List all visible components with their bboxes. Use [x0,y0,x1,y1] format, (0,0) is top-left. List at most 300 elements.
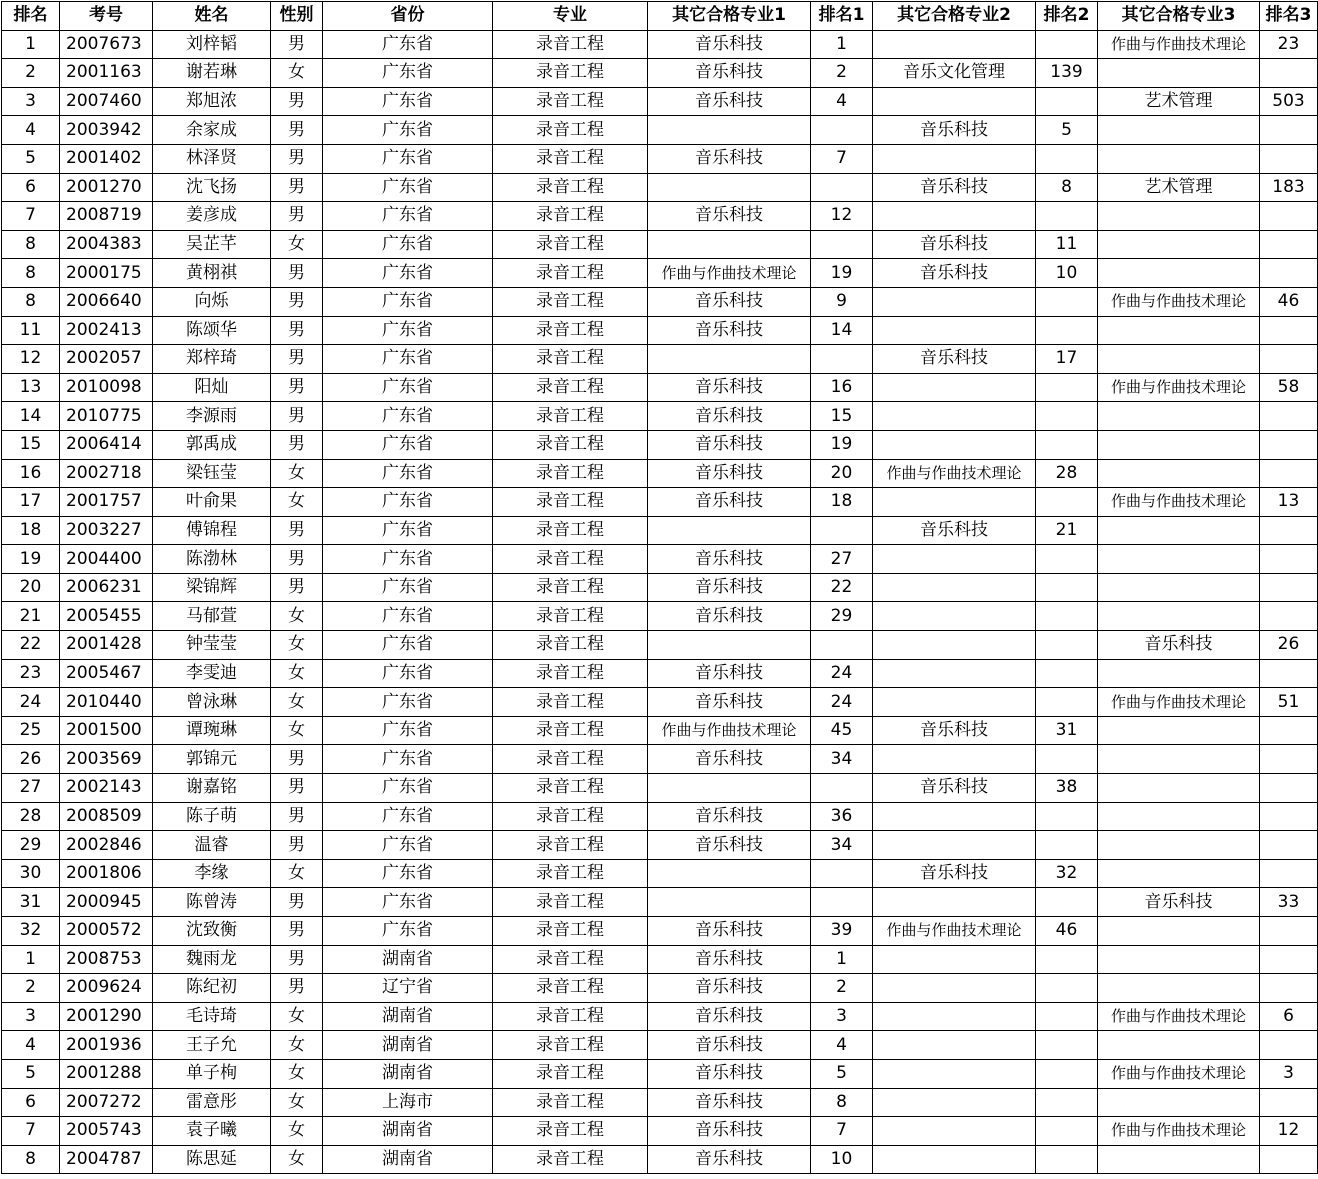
cell-alt-major-3: 艺术管理 [1098,173,1260,202]
cell-rank-1: 10 [811,1145,873,1174]
cell-rank: 6 [2,1088,60,1117]
cell-major: 录音工程 [493,1059,648,1088]
cell-gender: 女 [271,1145,323,1174]
cell-alt-major-1: 音乐科技 [648,573,811,602]
cell-rank-3 [1260,516,1318,545]
column-header-alt-major-2: 其它合格专业2 [873,2,1036,31]
cell-name: 姜彦成 [153,202,271,231]
cell-rank: 22 [2,631,60,660]
cell-rank-3: 46 [1260,287,1318,316]
cell-alt-major-3: 作曲与作曲技术理论 [1098,488,1260,517]
cell-rank-2 [1036,802,1098,831]
cell-rank-1 [811,516,873,545]
cell-province: 广东省 [323,859,493,888]
cell-alt-major-2 [873,974,1036,1003]
cell-exam-no: 2002413 [60,316,153,345]
cell-alt-major-3 [1098,602,1260,631]
cell-rank: 18 [2,516,60,545]
cell-rank: 6 [2,173,60,202]
cell-rank: 13 [2,373,60,402]
cell-exam-no: 2003942 [60,116,153,145]
cell-province: 湖南省 [323,1059,493,1088]
cell-alt-major-1: 音乐科技 [648,316,811,345]
cell-alt-major-3 [1098,945,1260,974]
cell-rank: 2 [2,974,60,1003]
cell-rank-1 [811,173,873,202]
cell-name: 梁锦辉 [153,573,271,602]
cell-major: 录音工程 [493,688,648,717]
cell-alt-major-3 [1098,859,1260,888]
cell-alt-major-3: 作曲与作曲技术理论 [1098,1117,1260,1146]
cell-gender: 男 [271,373,323,402]
cell-alt-major-1: 音乐科技 [648,1117,811,1146]
cell-gender: 女 [271,1059,323,1088]
cell-rank: 28 [2,802,60,831]
cell-province: 广东省 [323,631,493,660]
cell-major: 录音工程 [493,573,648,602]
cell-alt-major-2 [873,144,1036,173]
cell-exam-no: 2001806 [60,859,153,888]
cell-alt-major-2: 音乐文化管理 [873,59,1036,88]
cell-rank-3 [1260,259,1318,288]
cell-name: 袁子曦 [153,1117,271,1146]
cell-alt-major-3 [1098,516,1260,545]
cell-major: 录音工程 [493,1088,648,1117]
cell-gender: 女 [271,859,323,888]
cell-rank-3: 503 [1260,87,1318,116]
cell-gender: 女 [271,230,323,259]
cell-major: 录音工程 [493,316,648,345]
cell-province: 广东省 [323,202,493,231]
cell-exam-no: 2004787 [60,1145,153,1174]
cell-alt-major-1: 音乐科技 [648,459,811,488]
cell-alt-major-1: 音乐科技 [648,1145,811,1174]
cell-rank-2 [1036,1088,1098,1117]
cell-rank: 30 [2,859,60,888]
cell-rank-3 [1260,459,1318,488]
cell-alt-major-3 [1098,259,1260,288]
cell-rank-3 [1260,202,1318,231]
table-row [2,430,1318,459]
cell-province: 广东省 [323,688,493,717]
cell-alt-major-1 [648,345,811,374]
cell-alt-major-3: 艺术管理 [1098,87,1260,116]
cell-alt-major-1: 音乐科技 [648,430,811,459]
cell-major: 录音工程 [493,888,648,917]
cell-gender: 男 [271,945,323,974]
cell-major: 录音工程 [493,945,648,974]
table-row [2,1117,1318,1146]
cell-major: 录音工程 [493,545,648,574]
column-header-rank: 排名 [2,2,60,31]
cell-rank-1: 14 [811,316,873,345]
cell-name: 单子栒 [153,1059,271,1088]
cell-rank-1: 5 [811,1059,873,1088]
cell-rank-2 [1036,287,1098,316]
cell-exam-no: 2003227 [60,516,153,545]
table-row [2,716,1318,745]
cell-alt-major-2 [873,287,1036,316]
cell-gender: 男 [271,116,323,145]
cell-rank-2: 10 [1036,259,1098,288]
cell-rank-3 [1260,144,1318,173]
table-row [2,516,1318,545]
cell-name: 雷意彤 [153,1088,271,1117]
cell-alt-major-3: 作曲与作曲技术理论 [1098,373,1260,402]
cell-exam-no: 2001500 [60,716,153,745]
cell-alt-major-2 [873,945,1036,974]
cell-gender: 女 [271,631,323,660]
cell-rank-2 [1036,144,1098,173]
cell-rank-3 [1260,116,1318,145]
cell-rank-3 [1260,831,1318,860]
cell-exam-no: 2001270 [60,173,153,202]
cell-rank-1: 4 [811,87,873,116]
cell-alt-major-3 [1098,573,1260,602]
cell-rank-3 [1260,945,1318,974]
cell-gender: 女 [271,1117,323,1146]
cell-province: 上海市 [323,1088,493,1117]
table-row [2,287,1318,316]
cell-major: 录音工程 [493,659,648,688]
cell-exam-no: 2001757 [60,488,153,517]
table-row [2,1002,1318,1031]
cell-exam-no: 2000572 [60,917,153,946]
cell-rank-3: 6 [1260,1002,1318,1031]
cell-alt-major-3 [1098,1145,1260,1174]
table-row [2,573,1318,602]
cell-rank-3 [1260,402,1318,431]
cell-rank: 1 [2,945,60,974]
cell-province: 广东省 [323,659,493,688]
cell-exam-no: 2002143 [60,774,153,803]
cell-rank-3 [1260,345,1318,374]
cell-rank-1: 7 [811,1117,873,1146]
table-row [2,802,1318,831]
cell-alt-major-1: 音乐科技 [648,802,811,831]
cell-alt-major-3 [1098,345,1260,374]
cell-alt-major-2: 作曲与作曲技术理论 [873,917,1036,946]
cell-alt-major-2 [873,488,1036,517]
cell-rank-3 [1260,1145,1318,1174]
cell-rank: 7 [2,202,60,231]
cell-gender: 男 [271,802,323,831]
cell-exam-no: 2006231 [60,573,153,602]
cell-name: 郭禹成 [153,430,271,459]
cell-rank: 14 [2,402,60,431]
cell-exam-no: 2000175 [60,259,153,288]
cell-major: 录音工程 [493,1031,648,1060]
table-row [2,459,1318,488]
cell-rank-1: 2 [811,59,873,88]
cell-gender: 男 [271,259,323,288]
table-row [2,259,1318,288]
column-header-rank-2: 排名2 [1036,2,1098,31]
cell-province: 广东省 [323,402,493,431]
cell-name: 黄栩祺 [153,259,271,288]
header-row [2,2,1318,31]
cell-rank-3: 33 [1260,888,1318,917]
cell-major: 录音工程 [493,202,648,231]
cell-gender: 女 [271,716,323,745]
table-row [2,402,1318,431]
cell-gender: 男 [271,287,323,316]
cell-gender: 男 [271,745,323,774]
cell-name: 余家成 [153,116,271,145]
cell-province: 广东省 [323,345,493,374]
column-header-alt-major-1: 其它合格专业1 [648,2,811,31]
cell-rank-2 [1036,1031,1098,1060]
cell-province: 广东省 [323,716,493,745]
cell-rank-1: 12 [811,202,873,231]
cell-rank: 8 [2,1145,60,1174]
cell-alt-major-2 [873,631,1036,660]
cell-rank: 8 [2,259,60,288]
cell-rank: 3 [2,1002,60,1031]
cell-exam-no: 2006414 [60,430,153,459]
cell-major: 录音工程 [493,774,648,803]
cell-gender: 男 [271,545,323,574]
cell-rank: 20 [2,573,60,602]
cell-rank-2 [1036,974,1098,1003]
cell-rank-2 [1036,1059,1098,1088]
table-row [2,917,1318,946]
cell-alt-major-2 [873,30,1036,59]
cell-gender: 女 [271,1002,323,1031]
cell-alt-major-3 [1098,316,1260,345]
cell-rank-1 [811,116,873,145]
cell-rank-2: 8 [1036,173,1098,202]
cell-alt-major-3 [1098,1031,1260,1060]
column-header-major: 专业 [493,2,648,31]
cell-province: 广东省 [323,316,493,345]
cell-exam-no: 2002846 [60,831,153,860]
cell-province: 广东省 [323,745,493,774]
cell-province: 广东省 [323,774,493,803]
table-row [2,545,1318,574]
cell-major: 录音工程 [493,974,648,1003]
cell-rank-2 [1036,316,1098,345]
cell-name: 陈思延 [153,1145,271,1174]
cell-gender: 男 [271,573,323,602]
cell-name: 陈曾涛 [153,888,271,917]
cell-rank-3 [1260,917,1318,946]
cell-name: 陈子萌 [153,802,271,831]
cell-rank-2: 38 [1036,774,1098,803]
cell-province: 广东省 [323,459,493,488]
table-row [2,230,1318,259]
cell-rank: 21 [2,602,60,631]
cell-major: 录音工程 [493,144,648,173]
cell-alt-major-3 [1098,716,1260,745]
cell-gender: 男 [271,173,323,202]
cell-rank-1 [811,859,873,888]
cell-alt-major-2 [873,1145,1036,1174]
cell-exam-no: 2001402 [60,144,153,173]
cell-alt-major-1: 音乐科技 [648,945,811,974]
cell-alt-major-2 [873,602,1036,631]
cell-name: 李缘 [153,859,271,888]
cell-alt-major-2 [873,1031,1036,1060]
cell-rank-2: 21 [1036,516,1098,545]
cell-major: 录音工程 [493,1145,648,1174]
cell-alt-major-3: 作曲与作曲技术理论 [1098,287,1260,316]
cell-alt-major-1: 音乐科技 [648,659,811,688]
cell-major: 录音工程 [493,1002,648,1031]
cell-alt-major-2: 音乐科技 [873,774,1036,803]
column-header-rank-1: 排名1 [811,2,873,31]
cell-major: 录音工程 [493,59,648,88]
cell-major: 录音工程 [493,345,648,374]
cell-province: 广东省 [323,917,493,946]
cell-rank-2 [1036,488,1098,517]
cell-exam-no: 2005455 [60,602,153,631]
cell-exam-no: 2010098 [60,373,153,402]
cell-rank: 23 [2,659,60,688]
cell-rank-2 [1036,831,1098,860]
cell-gender: 男 [271,87,323,116]
cell-alt-major-1: 音乐科技 [648,402,811,431]
cell-rank-1: 34 [811,745,873,774]
cell-exam-no: 2007673 [60,30,153,59]
cell-rank-3: 51 [1260,688,1318,717]
table-row [2,1059,1318,1088]
cell-rank-1: 16 [811,373,873,402]
cell-province: 广东省 [323,259,493,288]
cell-gender: 男 [271,144,323,173]
cell-gender: 女 [271,1088,323,1117]
cell-rank-1: 39 [811,917,873,946]
cell-province: 广东省 [323,488,493,517]
cell-rank-1: 22 [811,573,873,602]
cell-rank-3: 58 [1260,373,1318,402]
cell-alt-major-2 [873,1088,1036,1117]
cell-rank-2 [1036,659,1098,688]
cell-rank-3 [1260,716,1318,745]
column-header-rank-3: 排名3 [1260,2,1318,31]
cell-name: 沈飞扬 [153,173,271,202]
cell-rank-2 [1036,688,1098,717]
cell-rank-1: 2 [811,974,873,1003]
cell-alt-major-3 [1098,745,1260,774]
cell-gender: 女 [271,59,323,88]
cell-exam-no: 2006640 [60,287,153,316]
cell-alt-major-2 [873,87,1036,116]
cell-rank-2 [1036,888,1098,917]
cell-name: 向烁 [153,287,271,316]
cell-alt-major-1: 音乐科技 [648,144,811,173]
cell-major: 录音工程 [493,373,648,402]
table-row [2,774,1318,803]
cell-province: 湖南省 [323,945,493,974]
cell-major: 录音工程 [493,859,648,888]
table-row [2,974,1318,1003]
cell-alt-major-2 [873,430,1036,459]
table-row [2,831,1318,860]
cell-alt-major-3: 作曲与作曲技术理论 [1098,688,1260,717]
cell-major: 录音工程 [493,116,648,145]
cell-major: 录音工程 [493,917,648,946]
cell-alt-major-2 [873,888,1036,917]
cell-alt-major-2 [873,1059,1036,1088]
cell-alt-major-1: 音乐科技 [648,974,811,1003]
cell-name: 李源雨 [153,402,271,431]
cell-alt-major-3: 音乐科技 [1098,631,1260,660]
cell-gender: 男 [271,774,323,803]
cell-name: 郑梓琦 [153,345,271,374]
cell-name: 毛诗琦 [153,1002,271,1031]
cell-major: 录音工程 [493,30,648,59]
cell-alt-major-2 [873,202,1036,231]
cell-rank-1: 19 [811,430,873,459]
cell-province: 湖南省 [323,1031,493,1060]
cell-province: 广东省 [323,287,493,316]
cell-rank-2 [1036,602,1098,631]
cell-province: 广东省 [323,516,493,545]
cell-rank-2: 46 [1036,917,1098,946]
cell-rank-2 [1036,30,1098,59]
cell-rank-1: 4 [811,1031,873,1060]
cell-exam-no: 2005467 [60,659,153,688]
cell-alt-major-2 [873,802,1036,831]
table-row [2,87,1318,116]
cell-rank: 4 [2,1031,60,1060]
cell-rank-2 [1036,202,1098,231]
cell-rank-1 [811,774,873,803]
table-row [2,659,1318,688]
cell-rank-2: 11 [1036,230,1098,259]
cell-major: 录音工程 [493,87,648,116]
cell-rank-2: 28 [1036,459,1098,488]
cell-gender: 男 [271,917,323,946]
cell-rank-2 [1036,87,1098,116]
table-row [2,859,1318,888]
cell-province: 广东省 [323,144,493,173]
cell-gender: 男 [271,516,323,545]
cell-alt-major-2 [873,545,1036,574]
cell-rank-3 [1260,974,1318,1003]
table-row [2,631,1318,660]
cell-rank: 3 [2,87,60,116]
table-row [2,745,1318,774]
cell-rank-1: 1 [811,945,873,974]
cell-name: 谢嘉铭 [153,774,271,803]
cell-gender: 女 [271,488,323,517]
cell-major: 录音工程 [493,259,648,288]
cell-rank-3 [1260,1088,1318,1117]
cell-name: 梁钰莹 [153,459,271,488]
cell-alt-major-2 [873,831,1036,860]
cell-alt-major-3 [1098,116,1260,145]
cell-province: 广东省 [323,373,493,402]
cell-rank-2 [1036,945,1098,974]
cell-name: 吴芷芊 [153,230,271,259]
cell-province: 辽宁省 [323,974,493,1003]
cell-name: 林泽贤 [153,144,271,173]
cell-gender: 男 [271,316,323,345]
cell-name: 曾泳琳 [153,688,271,717]
cell-exam-no: 2007460 [60,87,153,116]
cell-exam-no: 2001936 [60,1031,153,1060]
cell-alt-major-3 [1098,545,1260,574]
cell-alt-major-1: 音乐科技 [648,745,811,774]
table-row [2,316,1318,345]
cell-name: 陈渤林 [153,545,271,574]
cell-rank-1 [811,230,873,259]
cell-gender: 女 [271,688,323,717]
cell-gender: 女 [271,659,323,688]
cell-alt-major-3 [1098,774,1260,803]
